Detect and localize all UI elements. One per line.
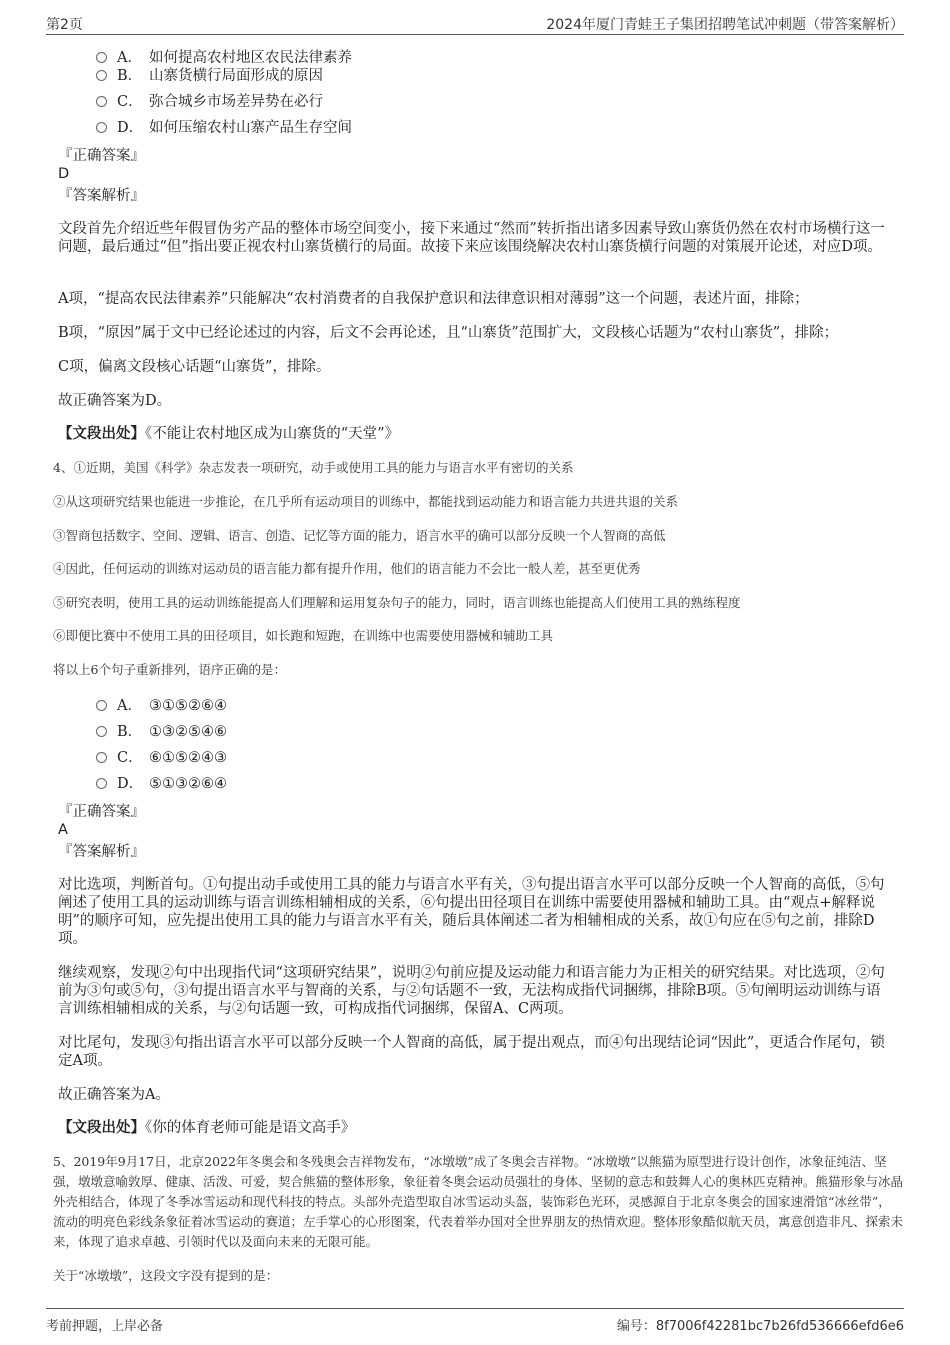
page-number: 第2页 <box>46 17 83 33</box>
radio-icon[interactable] <box>96 752 107 763</box>
radio-icon[interactable] <box>96 52 107 63</box>
q4-option-a[interactable]: A． ③①⑤②⑥④ <box>96 696 227 716</box>
q4-option-b[interactable]: B． ①③②⑤④⑥ <box>96 722 227 742</box>
q4-source: 【文段出处】《你的体育老师可能是语文高手》 <box>58 1119 356 1136</box>
document-code: 编号：8f7006f42281bc7b26fd536666efd6e6 <box>616 1319 904 1334</box>
radio-icon[interactable] <box>96 122 107 133</box>
footer-slogan: 考前押题，上岸必备 <box>46 1319 164 1334</box>
q4-prompt: 将以上6个句子重新排列，语序正确的是： <box>53 662 286 677</box>
q3-analysis-p4: C项，偏离文段核心话题“山寨货”，排除。 <box>58 359 331 375</box>
q3-analysis-p5: 故正确答案为D。 <box>58 393 172 409</box>
q3-option-c[interactable]: C． 弥合城乡市场差异势在必行 <box>96 92 323 112</box>
q3-analysis-p1: 文段首先介绍近些年假冒伪劣产品的整体市场空间变小，接下来通过“然而”转折指出诸多因素导致山寨货仍然在农村市场横行这一问题，最后通过“但”指出要正视农村山寨货横行的局面。故接下来应该围绕解决农村山寨货横行问题的对策展开论述，对应D项。 <box>58 221 885 255</box>
q4-answer-label: 『正确答案』 <box>58 804 145 820</box>
page-header <box>46 14 904 35</box>
radio-icon[interactable] <box>96 778 107 789</box>
page-footer <box>46 1308 904 1334</box>
q4-analysis-p3: 对比尾句，发现③句指出语言水平可以部分反映一个人智商的高低，属于提出观点，而④句出现结论词“因此”，更适合作尾句，锁定A项。 <box>58 1035 885 1069</box>
q5-prompt: 关于“冰墩墩”，这段文字没有提到的是： <box>53 1268 279 1283</box>
q4-analysis-p1: 对比选项，判断首句。①句提出动手或使用工具的能力与语言水平有关，③句提出语言水平可以部分反映一个人智商的高低，⑤句阐述了使用工具的运动训练与语言训练相辅相成的关系，⑥句提出田径项目在训练中需要使用器械和辅助工具。由“观点+解释说明”的顺序可知，应先提出使用工具的能力与语言水平有关，随后具体阐述二者为相辅相成的关系，故①句应在⑤句之前，排除D项。 <box>58 877 885 947</box>
q3-answer-label: 『正确答案』 <box>58 148 145 164</box>
q4-sentence-1: 4、①近期，美国《科学》杂志发表一项研究，动手或使用工具的能力与语言水平有密切的关系 <box>53 460 574 475</box>
q3-answer: D <box>58 166 70 182</box>
q3-analysis-p2: A项，“提高农民法律素养”只能解决“农村消费者的自我保护意识和法律意识相对薄弱”这一个问题，表述片面，排除； <box>58 291 809 307</box>
radio-icon[interactable] <box>96 96 107 107</box>
radio-icon[interactable] <box>96 726 107 737</box>
document-title: 2024年厦门青蛙王子集团招聘笔试冲刺题（带答案解析） <box>546 17 904 33</box>
q4-analysis-p4: 故正确答案为A。 <box>58 1087 170 1103</box>
q4-answer: A <box>58 822 68 838</box>
q4-analysis-p2: 继续观察，发现②句中出现指代词“这项研究结果”，说明②句前应提及运动能力和语言能力为正相关的研究结果。对比选项，②句前为③句或⑤句，③句提出语言水平与智商的关系，与②句话题不一致，无法构成指代词捆绑，排除B项。⑤句阐明运动训练与语言训练相辅相成的关系，与②句话题一致，可构成指代词捆绑，保留A、C两项。 <box>58 965 885 1017</box>
q5-passage: 5、2019年9月17日，北京2022年冬奥会和冬残奥会吉祥物发布，“冰墩墩”成了冬奥会吉祥物。“冰墩墩”以熊猫为原型进行设计创作，冰象征纯洁、坚强，墩墩意喻敦厚、健康、活泼、可爱，契合熊猫的整体形象，象征着冬奥会运动员强壮的身体、坚韧的意志和鼓舞人心的奥林匹克精神。熊猫形象与冰晶外壳相结合，体现了冬季冰雪运动和现代科技的特点。头部外壳造型取自冰雪运动头盔，装饰彩色光环，灵感源自于北京冬奥会的国家速滑馆“冰丝带”，流动的明亮色彩线条象征着冰雪运动的赛道；左手掌心的心形图案，代表着举办国对全世界朋友的热情欢迎。整体形象酷似航天员，寓意创造非凡、探索未来，体现了追求卓越、引领时代以及面向未来的无限可能。 <box>53 1154 904 1249</box>
q4-sentence-4: ④因此，任何运动的训练对运动员的语言能力都有提升作用，他们的语言能力不会比一般人差，甚至更优秀 <box>53 561 641 576</box>
radio-icon[interactable] <box>96 700 107 711</box>
q4-sentence-5: ⑤研究表明，使用工具的运动训练能提高人们理解和运用复杂句子的能力，同时，语言训练也能提高人们使用工具的熟练程度 <box>53 595 741 610</box>
q4-option-c[interactable]: C． ⑥①⑤②④③ <box>96 748 227 768</box>
q4-analysis-label: 『答案解析』 <box>58 844 145 860</box>
q3-option-a[interactable]: A． 如何提高农村地区农民法律素养 <box>96 48 352 68</box>
q3-option-b[interactable]: B． 山寨货横行局面形成的原因 <box>96 66 323 86</box>
q3-option-d[interactable]: D． 如何压缩农村山寨产品生存空间 <box>96 118 352 138</box>
q4-sentence-6: ⑥即便比赛中不使用工具的田径项目，如长跑和短跑，在训练中也需要使用器械和辅助工具 <box>53 628 554 643</box>
q4-option-d[interactable]: D． ⑤①③②⑥④ <box>96 774 227 794</box>
radio-icon[interactable] <box>96 70 107 81</box>
q3-source: 【文段出处】《不能让农村地区成为山寨货的“天堂”》 <box>58 425 400 442</box>
q3-analysis-p3: B项，“原因”属于文中已经论述过的内容，后文不会再论述，且“山寨货”范围扩大，文段核心话题为“农村山寨货”，排除； <box>58 325 839 341</box>
q4-sentence-3: ③智商包括数字、空间、逻辑、语言、创造、记忆等方面的能力，语言水平的确可以部分反映一个人智商的高低 <box>53 528 666 543</box>
q4-sentence-2: ②从这项研究结果也能进一步推论，在几乎所有运动项目的训练中，都能找到运动能力和语言能力共进共退的关系 <box>53 494 679 509</box>
q3-analysis-label: 『答案解析』 <box>58 188 145 204</box>
